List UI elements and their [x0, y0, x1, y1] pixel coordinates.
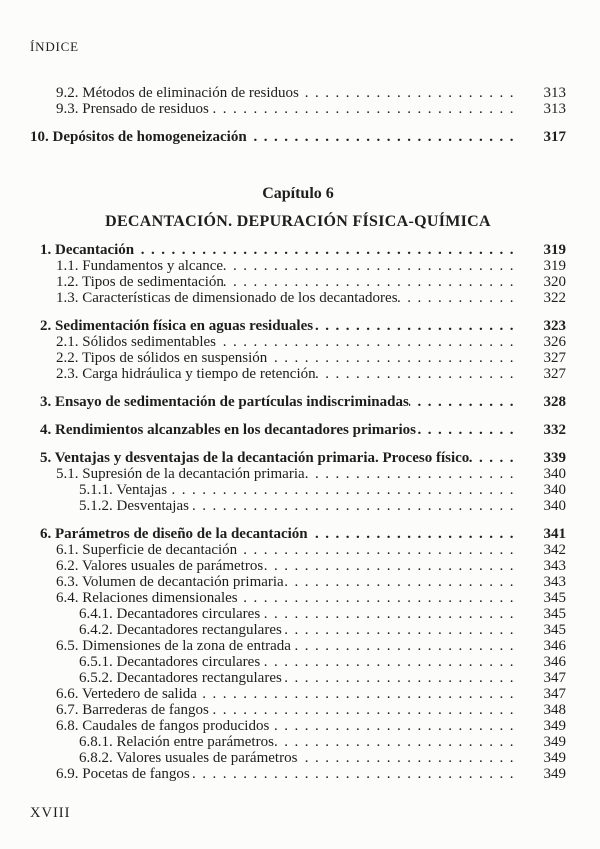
toc-entry-label: 5.1. Supresión de la decantación primaria [56, 466, 305, 482]
toc-entry [30, 350, 566, 366]
dot-leader [409, 394, 522, 410]
toc-entry [30, 734, 566, 750]
toc-entry [30, 702, 566, 718]
toc-entry [30, 318, 566, 334]
toc-entry [30, 498, 566, 514]
toc-entry [30, 466, 566, 482]
toc-entry-page: 347 [543, 686, 566, 702]
toc-entry [30, 394, 566, 410]
toc-entry-page: 347 [543, 670, 566, 686]
toc-entry-page: 340 [543, 466, 566, 482]
toc-entry-label: 5. Ventajas y desventajas de la decantación primaria. Proceso físico [40, 450, 470, 466]
toc-entry-label: 6.6. Vertedero de salida [56, 686, 197, 702]
chapter-title: DECANTACIÓN. DEPURACIÓN FÍSICA-QUÍMICA [105, 213, 491, 230]
dot-leader [209, 101, 522, 117]
dot-leader [247, 129, 522, 145]
toc-entry [30, 129, 566, 145]
toc-entry-page: 341 [543, 526, 566, 542]
toc-entry-label: 6.5.1. Decantadores circulares [79, 654, 261, 670]
dot-leader [224, 274, 522, 290]
toc-entry-label: 2.1. Sólidos sedimentables [56, 334, 216, 350]
dot-leader [237, 542, 522, 558]
toc-entry-page: 327 [543, 366, 566, 382]
toc-entry-page: 319 [543, 242, 566, 258]
dot-leader [260, 654, 522, 670]
running-head-indice: ÍNDICE [30, 39, 79, 54]
dot-leader [274, 734, 522, 750]
dot-leader [209, 702, 522, 718]
toc-entry-page: 346 [543, 654, 566, 670]
toc-entry-label: 9.2. Métodos de eliminación de residuos [56, 85, 299, 101]
dot-leader [291, 638, 522, 654]
toc-entry-label: 6.2. Valores usuales de parámetros [56, 558, 264, 574]
toc-entry-page: 319 [543, 258, 566, 274]
toc-entry-label: 2.2. Tipos de sólidos en suspensión [56, 350, 268, 366]
toc-entry-page: 348 [543, 702, 566, 718]
dot-leader [189, 498, 522, 514]
toc-entry-label: 6.1. Superficie de decantación [56, 542, 238, 558]
dot-leader [282, 622, 522, 638]
dot-leader [267, 350, 522, 366]
toc-entry-label: 3. Ensayo de sedimentación de partículas indiscriminadas [40, 394, 409, 410]
toc-entry-page: 342 [543, 542, 566, 558]
toc-entry-page: 320 [543, 274, 566, 290]
toc-chapter-list [30, 242, 566, 782]
toc-entry [30, 85, 566, 101]
toc-entry-page: 323 [543, 318, 566, 334]
dot-leader [282, 670, 522, 686]
toc-entry-page: 349 [543, 766, 566, 782]
dot-leader [416, 422, 522, 438]
dot-leader [238, 590, 522, 606]
dot-leader [190, 766, 522, 782]
toc-entry-page: 343 [543, 558, 566, 574]
toc-entry-page: 313 [543, 101, 566, 117]
toc-entry-label: 2. Sedimentación física en aguas residuales [40, 318, 314, 334]
toc-entry [30, 558, 566, 574]
toc-entry-page: 349 [543, 750, 566, 766]
toc-entry [30, 686, 566, 702]
dot-leader [223, 258, 522, 274]
toc-entry [30, 422, 566, 438]
toc-entry-page: 345 [543, 590, 566, 606]
toc-pre-chapter-list [30, 85, 566, 145]
toc-content [30, 85, 566, 782]
toc-entry-label: 5.1.2. Desventajas [79, 498, 189, 514]
toc-entry-page: 339 [543, 450, 566, 466]
toc-entry-page: 332 [543, 422, 566, 438]
toc-entry-page: 349 [543, 718, 566, 734]
dot-leader [313, 318, 522, 334]
dot-leader [297, 750, 522, 766]
toc-entry [30, 542, 566, 558]
toc-entry [30, 670, 566, 686]
dot-leader [263, 558, 522, 574]
toc-entry [30, 482, 566, 498]
toc-entry-label: 6.9. Pocetas de fangos [56, 766, 190, 782]
toc-entry-label: 1.3. Características de dimensionado de los decantadores [56, 290, 398, 306]
toc-entry-page: 345 [543, 622, 566, 638]
toc-entry [30, 290, 566, 306]
toc-entry [30, 334, 566, 350]
toc-entry-label: 6.4. Relaciones dimensionales [56, 590, 238, 606]
toc-entry [30, 450, 566, 466]
toc-entry [30, 274, 566, 290]
toc-entry-label: 4. Rendimientos alcanzables en los decantadores primarios [40, 422, 416, 438]
dot-leader [398, 290, 522, 306]
toc-entry-label: 1.2. Tipos de sedimentación [56, 274, 224, 290]
toc-entry-page: 328 [543, 394, 566, 410]
toc-entry-label: 6.4.2. Decantadores rectangulares [79, 622, 282, 638]
chapter-heading [30, 184, 566, 233]
toc-entry-label: 1.1. Fundamentos y alcance [56, 258, 224, 274]
toc-entry-label: 10. Depósitos de homogeneización [30, 129, 247, 145]
chapter-kicker: Capítulo 6 [262, 185, 334, 202]
toc-entry-page: 327 [543, 350, 566, 366]
toc-entry [30, 258, 566, 274]
toc-entry-page: 349 [543, 734, 566, 750]
dot-leader [134, 242, 522, 258]
toc-entry-label: 6.7. Barrederas de fangos [56, 702, 209, 718]
toc-entry [30, 242, 566, 258]
toc-entry-page: 317 [543, 129, 566, 145]
dot-leader [305, 466, 522, 482]
dot-leader [167, 482, 522, 498]
toc-entry-page: 345 [543, 606, 566, 622]
toc-entry-label: 6.5. Dimensiones de la zona de entrada [56, 638, 291, 654]
dot-leader [284, 574, 522, 590]
dot-leader [469, 450, 522, 466]
toc-entry [30, 766, 566, 782]
toc-entry [30, 526, 566, 542]
toc-entry [30, 638, 566, 654]
toc-entry [30, 750, 566, 766]
toc-entry-label: 6.8. Caudales de fangos producidos [56, 718, 270, 734]
toc-entry-page: 346 [543, 638, 566, 654]
toc-entry-page: 343 [543, 574, 566, 590]
toc-entry [30, 606, 566, 622]
toc-entry-label: 6.3. Volumen de decantación primaria [56, 574, 284, 590]
dot-leader [308, 526, 522, 542]
toc-entry [30, 590, 566, 606]
toc-entry-page: 326 [543, 334, 566, 350]
toc-entry [30, 622, 566, 638]
dot-leader [299, 85, 522, 101]
toc-entry-label: 9.3. Prensado de residuos [56, 101, 209, 117]
toc-entry-page: 340 [543, 482, 566, 498]
toc-entry-label: 6.5.2. Decantadores rectangulares [79, 670, 282, 686]
toc-entry-page: 340 [543, 498, 566, 514]
toc-entry [30, 574, 566, 590]
toc-entry-page: 322 [543, 290, 566, 306]
toc-entry-page: 313 [543, 85, 566, 101]
dot-leader [197, 686, 522, 702]
toc-entry [30, 101, 566, 117]
toc-entry [30, 654, 566, 670]
toc-entry [30, 718, 566, 734]
toc-entry-label: 6.8.2. Valores usuales de parámetros [79, 750, 298, 766]
dot-leader [316, 366, 522, 382]
toc-entry-label: 6. Parámetros de diseño de la decantación [40, 526, 308, 542]
toc-entry-label: 1. Decantación [40, 242, 135, 258]
dot-leader [216, 334, 522, 350]
toc-entry-label: 2.3. Carga hidráulica y tiempo de retención [56, 366, 316, 382]
dot-leader [269, 718, 522, 734]
toc-entry-label: 5.1.1. Ventajas [79, 482, 168, 498]
toc-entry-label: 6.4.1. Decantadores circulares [79, 606, 261, 622]
dot-leader [260, 606, 522, 622]
toc-entry [30, 366, 566, 382]
toc-entry-label: 6.8.1. Relación entre parámetros [79, 734, 274, 750]
page-number-roman: XVIII [30, 805, 71, 821]
